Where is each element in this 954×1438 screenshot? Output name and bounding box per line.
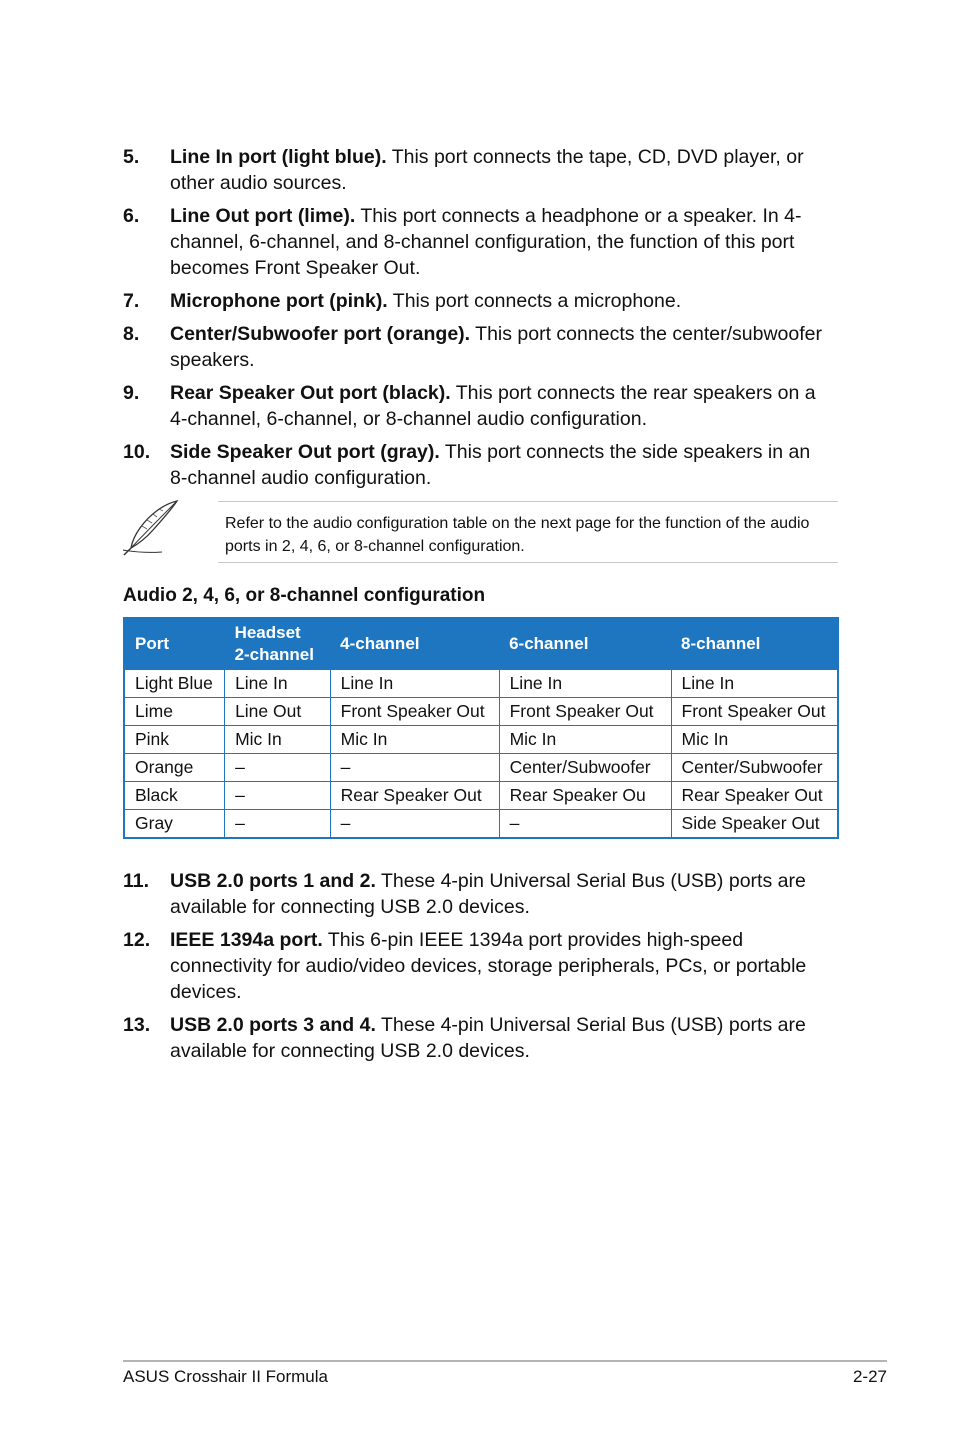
item-title: Side Speaker Out port (gray). xyxy=(170,441,440,463)
table-cell: Mic In xyxy=(499,726,671,754)
item-description: This port connects the tape, CD, DVD player, or other audio sources. xyxy=(170,146,804,194)
table-row xyxy=(124,782,838,810)
table-cell: Line In xyxy=(330,670,499,698)
item-number: 7. xyxy=(123,290,140,312)
table-row xyxy=(124,810,838,839)
table-cell: Line In xyxy=(499,670,671,698)
list-item xyxy=(123,927,823,1005)
item-title: Line Out port (lime). xyxy=(170,205,356,227)
item-description: This port connects the side speakers in an 8-channel audio configuration. xyxy=(170,441,811,489)
item-title: USB 2.0 ports 3 and 4. xyxy=(170,1014,376,1036)
item-title: Line In port (light blue). xyxy=(170,146,387,168)
table-cell: – xyxy=(330,754,499,782)
table-cell: – xyxy=(225,810,331,839)
table-cell: Mic In xyxy=(225,726,331,754)
table-cell: Rear Speaker Out xyxy=(671,782,838,810)
item-description: These 4-pin Universal Serial Bus (USB) ports are available for connecting USB 2.0 devices. xyxy=(170,870,806,918)
item-number: 6. xyxy=(123,205,140,227)
item-number: 11. xyxy=(123,870,150,892)
header-headset-label: Headset xyxy=(234,623,301,642)
audio-config-table xyxy=(123,617,839,839)
port-list-bottom xyxy=(123,868,823,1071)
table-cell: Line In xyxy=(671,670,838,698)
item-title: Center/Subwoofer port (orange). xyxy=(170,323,471,345)
list-item xyxy=(123,380,823,432)
item-number: 9. xyxy=(123,382,140,404)
item-description: This 6-pin IEEE 1394a port provides high-speed connectivity for audio/video devices, storage peripherals, PCs, or portable devices. xyxy=(170,929,807,1003)
item-description: These 4-pin Universal Serial Bus (USB) ports are available for connecting USB 2.0 devices. xyxy=(170,1014,806,1062)
table-cell: Side Speaker Out xyxy=(671,810,838,839)
item-number: 12. xyxy=(123,929,151,951)
table-row xyxy=(124,670,838,698)
table-cell: – xyxy=(225,754,331,782)
table-header-row xyxy=(124,618,838,670)
table-cell: Light Blue xyxy=(124,670,225,698)
header-4-channel: 4-channel xyxy=(330,618,499,670)
table-cell: Center/Subwoofer xyxy=(671,754,838,782)
table-cell: Orange xyxy=(124,754,225,782)
header-8-channel: 8-channel xyxy=(671,618,838,670)
list-item xyxy=(123,144,823,196)
table-row xyxy=(124,754,838,782)
header-2-channel xyxy=(225,618,331,670)
table-cell: Line In xyxy=(225,670,331,698)
table-cell: Line Out xyxy=(225,698,331,726)
note-text: Refer to the audio configuration table on the next page for the function of the audio ports in 2, 4, 6, or 8-channel configuration. xyxy=(225,515,810,555)
item-description: This port connects a microphone. xyxy=(387,290,682,312)
list-item xyxy=(123,1012,823,1064)
list-item xyxy=(123,203,823,281)
item-title: USB 2.0 ports 1 and 2. xyxy=(170,870,376,892)
item-description: This port connects the rear speakers on a 4-channel, 6-channel, or 8-channel audio configuration. xyxy=(170,382,816,430)
table-cell: Front Speaker Out xyxy=(499,698,671,726)
pen-icon xyxy=(120,498,182,558)
item-description: This port connects the center/subwoofer speakers. xyxy=(170,323,823,371)
table-cell: Mic In xyxy=(671,726,838,754)
item-title: Rear Speaker Out port (black). xyxy=(170,382,451,404)
header-6-channel: 6-channel xyxy=(499,618,671,670)
list-item xyxy=(123,439,823,491)
table-cell: – xyxy=(330,810,499,839)
table-cell: Gray xyxy=(124,810,225,839)
table-cell: Black xyxy=(124,782,225,810)
table-cell: Front Speaker Out xyxy=(330,698,499,726)
list-item xyxy=(123,288,823,314)
table-cell: Rear Speaker Ou xyxy=(499,782,671,810)
table-cell: Center/Subwoofer xyxy=(499,754,671,782)
note-box xyxy=(218,501,838,563)
table-cell: – xyxy=(499,810,671,839)
table-cell: Lime xyxy=(124,698,225,726)
table-row xyxy=(124,726,838,754)
note-callout xyxy=(120,498,840,568)
table-cell: Front Speaker Out xyxy=(671,698,838,726)
footer-page-number: 2-27 xyxy=(852,1367,887,1386)
list-item xyxy=(123,321,823,373)
table-cell: Pink xyxy=(124,726,225,754)
list-item xyxy=(123,868,823,920)
item-title: IEEE 1394a port. xyxy=(170,929,323,951)
table-cell: Mic In xyxy=(330,726,499,754)
item-number: 10. xyxy=(123,441,151,463)
table-cell: – xyxy=(225,782,331,810)
footer-divider xyxy=(123,1360,887,1362)
item-number: 5. xyxy=(123,146,140,168)
port-list-top xyxy=(123,144,823,498)
item-description: This port connects a headphone or a speaker. In 4-channel, 6-channel, and 8-channel configuration, the function of this port becomes Front Speaker Out. xyxy=(170,205,802,279)
table-cell: Rear Speaker Out xyxy=(330,782,499,810)
header-port: Port xyxy=(124,618,225,670)
footer-product-name: ASUS Crosshair II Formula xyxy=(123,1367,328,1386)
table-title: Audio 2, 4, 6, or 8-channel configuration xyxy=(123,585,486,606)
item-number: 13. xyxy=(123,1014,151,1036)
table-row xyxy=(124,698,838,726)
item-title: Microphone port (pink). xyxy=(170,290,388,312)
header-2-channel-label: 2-channel xyxy=(234,645,314,664)
item-number: 8. xyxy=(123,323,140,345)
